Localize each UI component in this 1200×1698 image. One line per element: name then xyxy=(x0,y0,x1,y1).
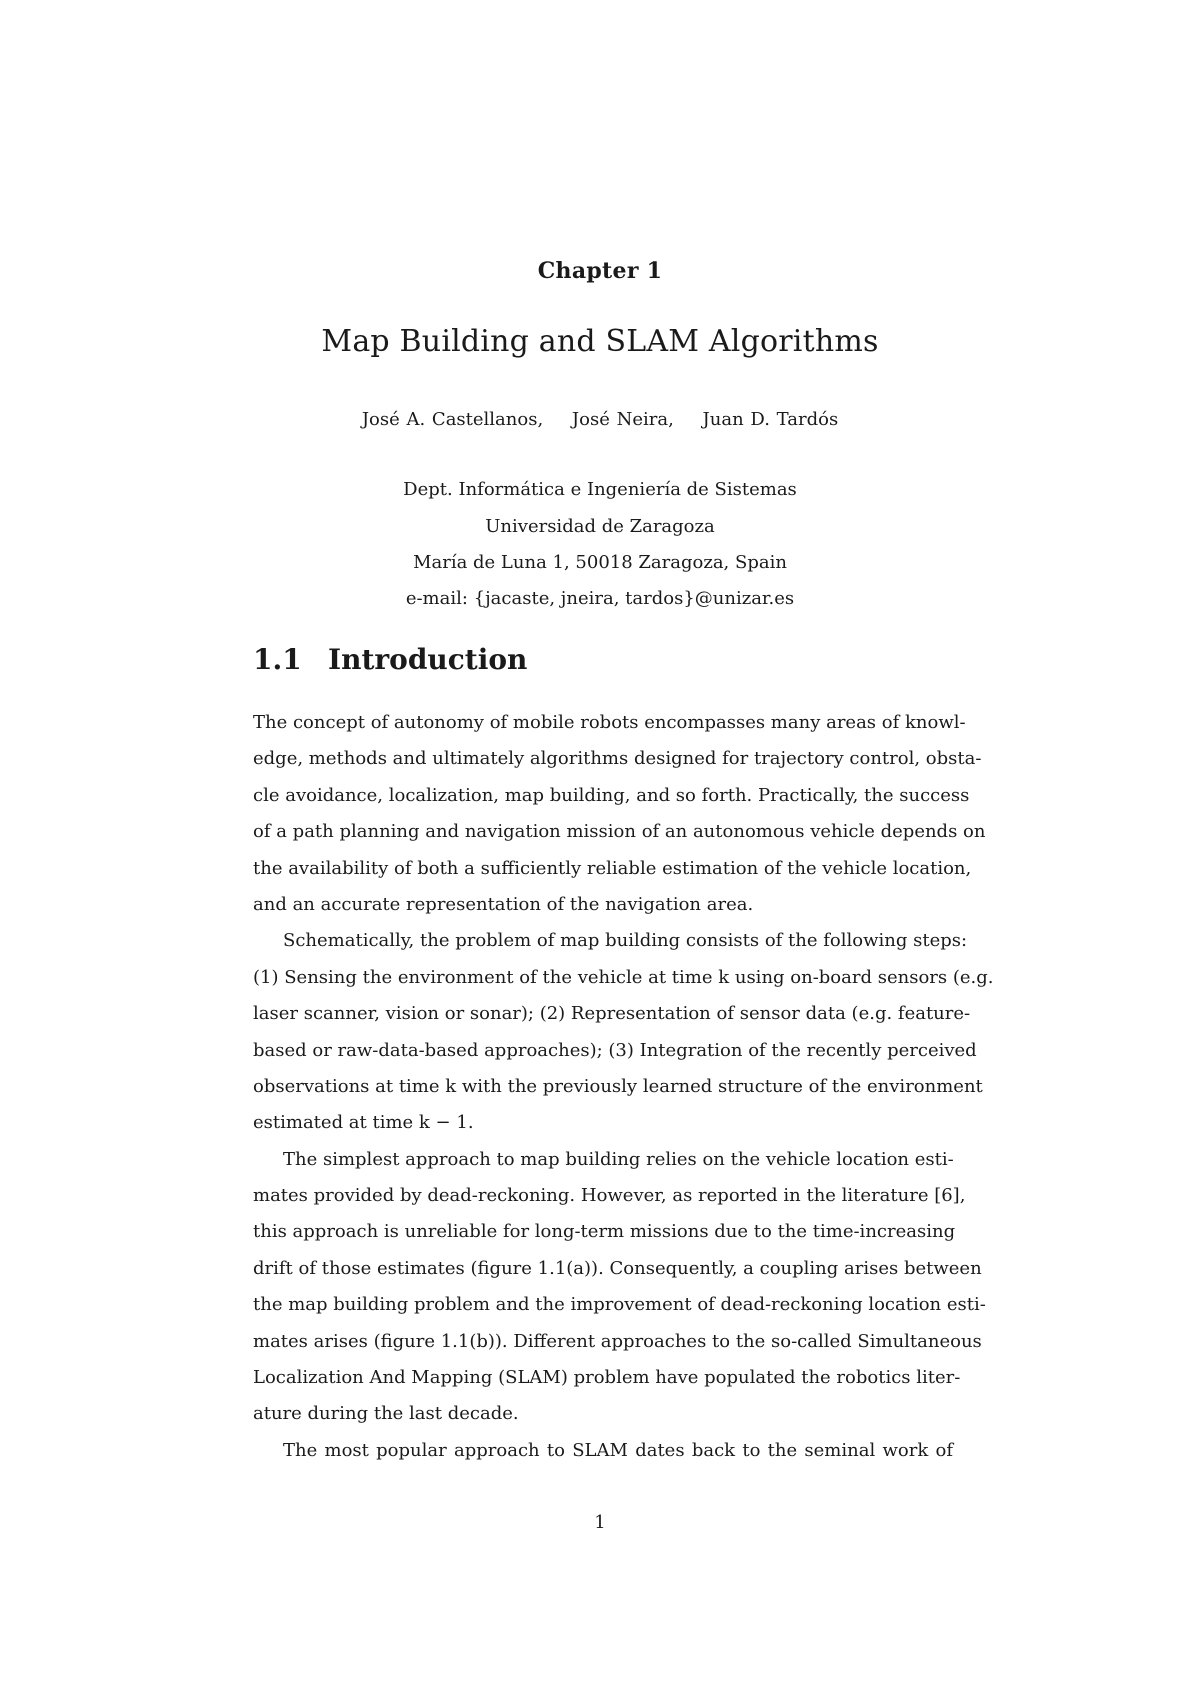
author-name: José A. Castellanos, xyxy=(361,409,544,430)
text-line: observations at time k with the previously learned structure of the environment xyxy=(253,1075,983,1097)
affiliation-email: e-mail: {jacaste, jneira, tardos}@unizar.es xyxy=(405,588,795,609)
paragraph xyxy=(253,705,986,923)
text-line: mates arises (figure 1.1(b)). Different approaches to the so-called Simultaneous xyxy=(253,1330,982,1352)
text-line: laser scanner, vision or sonar); (2) Representation of sensor data (e.g. feature- xyxy=(253,1003,971,1025)
author-list xyxy=(0,409,1200,430)
text-line: mates provided by dead-reckoning. However, as reported in the literature [6], xyxy=(253,1185,966,1207)
text-line: of a path planning and navigation mission of an autonomous vehicle depends on xyxy=(253,821,986,843)
section-title: Introduction xyxy=(328,643,528,676)
text-line: ature during the last decade. xyxy=(253,1403,519,1425)
text-line: The concept of autonomy of mobile robots encompasses many areas of knowl- xyxy=(253,712,966,733)
text-line: Localization And Mapping (SLAM) problem have populated the robotics liter- xyxy=(253,1367,961,1389)
body-text xyxy=(253,705,994,1469)
text-line: cle avoidance, localization, map building, and so forth. Practically, the success xyxy=(253,784,970,806)
paragraph xyxy=(253,923,994,1141)
chapter-title: Map Building and SLAM Algorithms xyxy=(321,324,879,359)
text-line: the availability of both a sufficiently reliable estimation of the vehicle location, xyxy=(253,857,972,879)
author-name: Juan D. Tardós xyxy=(702,409,839,430)
text-line: (1) Sensing the environment of the vehicle at time k using on-board sensors (e.g. xyxy=(253,966,994,988)
paragraph xyxy=(253,1433,953,1469)
section-heading xyxy=(253,643,527,676)
text-line: the map building problem and the improvement of dead-reckoning location esti- xyxy=(253,1294,986,1316)
text-line: and an accurate representation of the navigation area. xyxy=(253,893,754,915)
section-number: 1.1 xyxy=(253,643,302,676)
text-line: edge, methods and ultimately algorithms designed for trajectory control, obsta- xyxy=(253,748,982,770)
paragraph xyxy=(253,1142,986,1433)
text-line: estimated at time k − 1. xyxy=(253,1112,474,1134)
text-line: drift of those estimates (figure 1.1(a)). Consequently, a coupling arises between xyxy=(253,1257,982,1279)
affiliation-address: María de Luna 1, 50018 Zaragoza, Spain xyxy=(413,552,787,573)
author-name: José Neira, xyxy=(571,409,674,430)
page-number: 1 xyxy=(594,1512,606,1533)
text-line: The simplest approach to map building relies on the vehicle location esti- xyxy=(283,1148,954,1170)
text-line: Schematically, the problem of map building consists of the following steps: xyxy=(283,930,968,952)
chapter-label: Chapter 1 xyxy=(537,258,663,284)
affiliation-dept: Dept. Informática e Ingeniería de Sistemas xyxy=(403,479,797,500)
affiliation-university: Universidad de Zaragoza xyxy=(485,516,715,537)
text-line: The most popular approach to SLAM dates back to the seminal work of xyxy=(283,1439,953,1461)
text-line: this approach is unreliable for long-term missions due to the time-increasing xyxy=(253,1221,956,1243)
text-line: based or raw-data-based approaches); (3) Integration of the recently perceived xyxy=(253,1039,977,1061)
